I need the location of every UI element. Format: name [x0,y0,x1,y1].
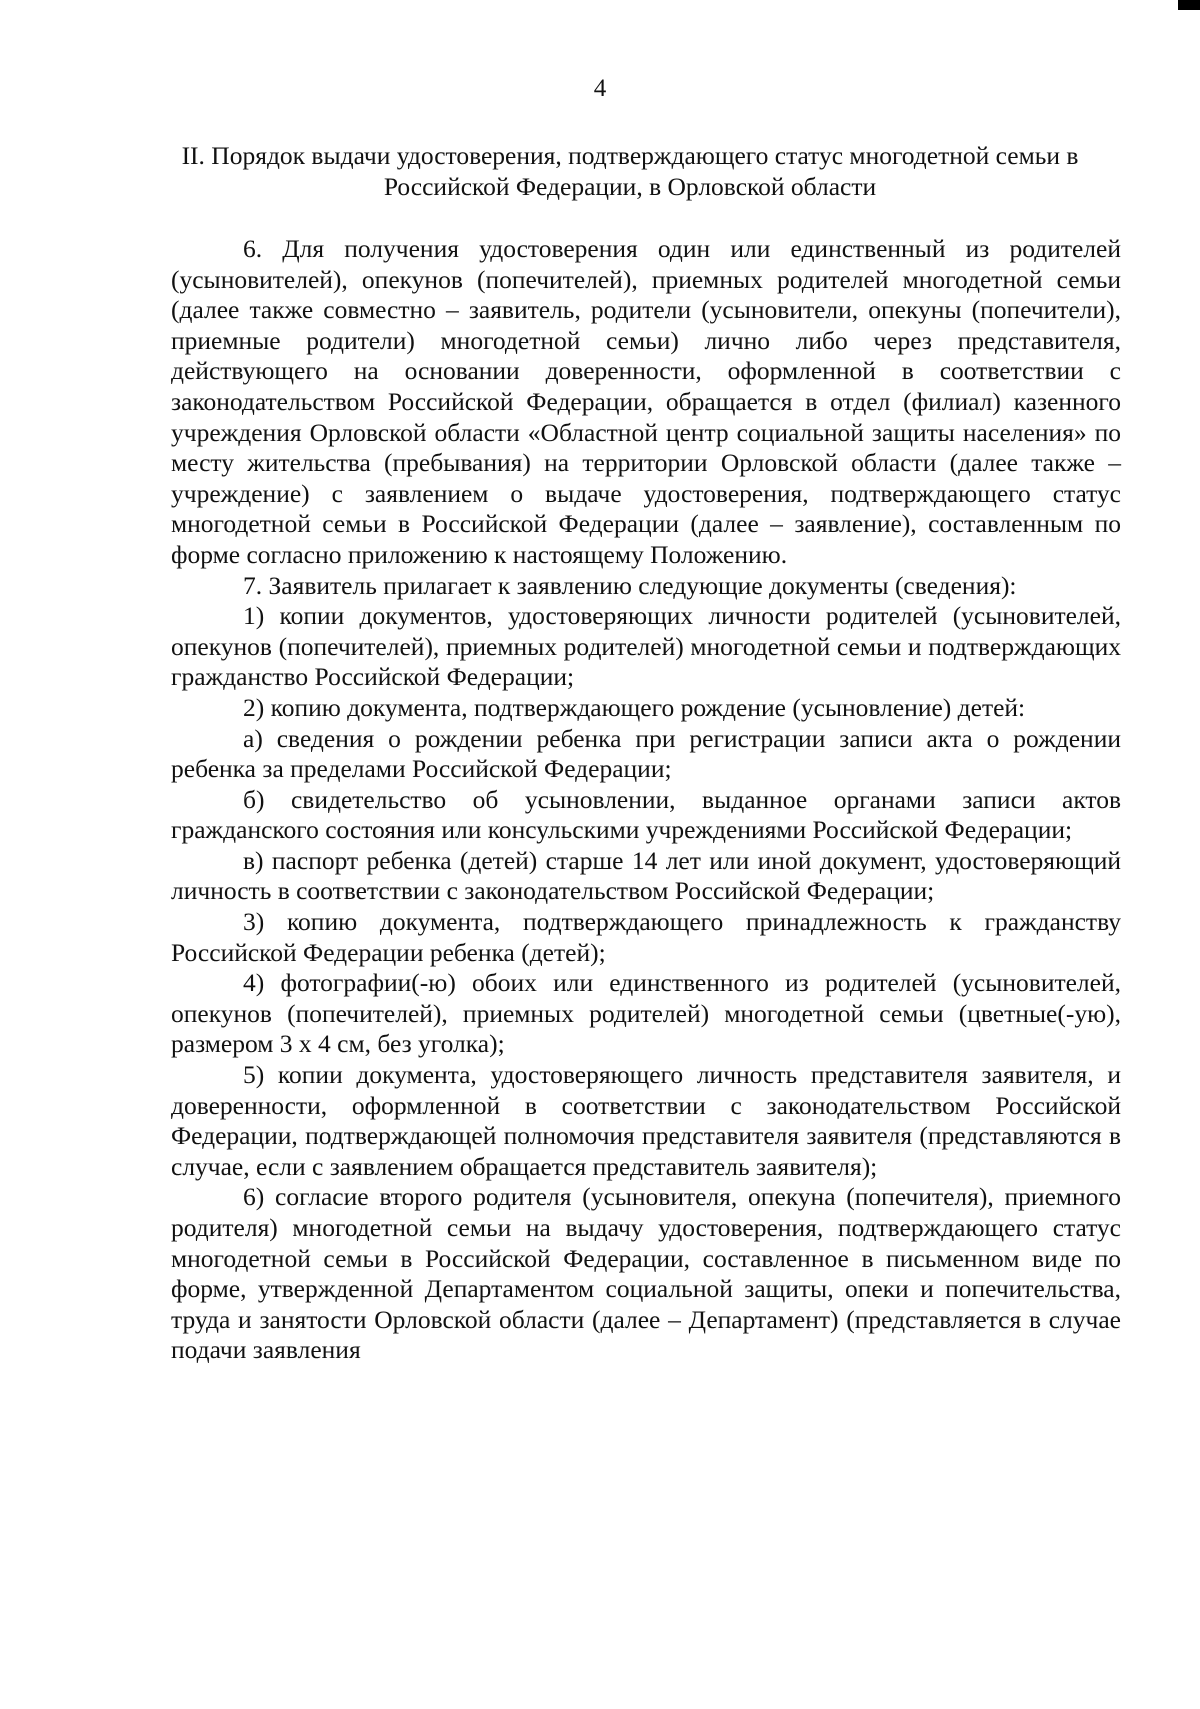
section-heading: II. Порядок выдачи удостоверения, подтверждающего статус многодетной семьи в Российской Федерации, в Орловской области [181,141,1079,201]
list-item-2: 2) копию документа, подтверждающего рождение (усыновление) детей: [243,692,1026,722]
paragraph-6: 6. Для получения удостоверения один или единственный из родителей (усыновителей), опекунов (попечителей), приемных родителей многодетной семьи (далее также совместно – заявитель, родители (усыновители, опекуны (попечители), приемные родители) многодетной семьи) лично либо через представителя, действующего на основании доверенности, оформленной в соответствии с законодательством Российской Федерации, обращается в отдел (филиал) казенного учреждения Орловской области «Областной центр социальной защиты населения» по месту жительства (пребывания) на территории Орловской области (далее также – учреждение) с заявлением о выдаче удостоверения, подтверждающего статус многодетной семьи в Российской Федерации (далее – заявление), составленным по форме согласно приложению к настоящему Положению. [171,234,1121,569]
scan-corner-mark [1178,0,1200,10]
list-item-2b: б) свидетельство об усыновлении, выданное органами записи актов гражданского состояния или консульскими учреждениями Российской Федерации; [171,784,1121,845]
list-item-3: 3) копию документа, подтверждающего принадлежность к гражданству Российской Федерации ребенка (детей); [171,907,1121,967]
document-body [171,234,1121,1366]
list-item-2v: в) паспорт ребенка (детей) старше 14 лет или иной документ, удостоверяющий личность в соответствии с законодательством Российской Федерации; [171,845,1121,906]
list-item-1: 1) копии документов, удостоверяющих личности родителей (усыновителей, опекунов (попечителей), приемных родителей) многодетной семьи и подтверждающих гражданство Российской Федерации; [171,601,1121,692]
list-item-5: 5) копии документа, удостоверяющего личность представителя заявителя, и доверенности, оформленной в соответствии с законодательством Российской Федерации, подтверждающей полномочия представителя заявителя (представляются в случае, если с заявлением обращается представитель заявителя); [171,1060,1121,1181]
paragraph-7: 7. Заявитель прилагает к заявлению следующие документы (сведения): [243,570,1017,600]
list-item-2a: а) сведения о рождении ребенка при регистрации записи акта о рождении ребенка за пределами Российской Федерации; [171,723,1121,784]
list-item-4: 4) фотографии(-ю) обоих или единственного из родителей (усыновителей, опекунов (попечителей), приемных родителей) многодетной семьи (цветные(-ую), размером 3 х 4 см, без уголка); [171,968,1121,1059]
page-number: 4 [593,75,607,102]
list-item-6: 6) согласие второго родителя (усыновителя, опекуна (попечителя), приемного родителя) многодетной семьи на выдачу удостоверения, подтверждающего статус многодетной семьи в Российской Федерации, составленное в письменном виде по форме, утвержденной Департаментом социальной защиты, опеки и попечительства, труда и занятости Орловской области (далее – Департамент) (представляется в случае подачи заявления [171,1182,1121,1365]
